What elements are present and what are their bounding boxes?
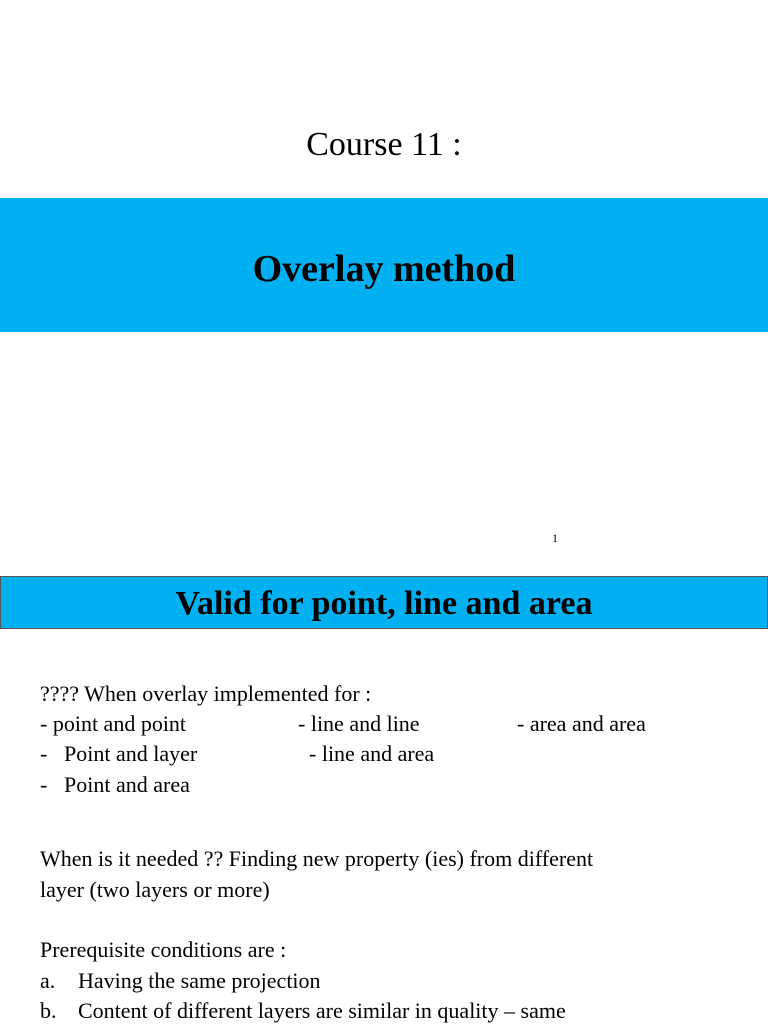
prereq-marker-a: a. <box>40 968 56 993</box>
row3-bullet: - <box>40 772 48 797</box>
need-line-1: When is it needed ?? Finding new property (ies) from different <box>40 846 594 871</box>
slide-heading: Valid for point, line and area <box>175 585 593 622</box>
row1-col3: - area and area <box>517 711 646 736</box>
page-number: 1 <box>552 531 558 545</box>
row1-col2: - line and line <box>298 711 420 736</box>
prereq-marker-b: b. <box>40 998 57 1023</box>
row2-bullet: - <box>40 741 48 766</box>
need-line-2: layer (two layers or more) <box>40 877 270 902</box>
prereq-item-a: Having the same projection <box>78 968 321 993</box>
course-heading: Course 11 : <box>306 126 462 163</box>
intro-line: ???? When overlay implemented for : <box>40 681 372 706</box>
row3-col1: Point and area <box>64 772 190 797</box>
row2-col1: Point and layer <box>64 741 198 766</box>
prereq-heading: Prerequisite conditions are : <box>40 937 287 962</box>
prereq-item-b: Content of different layers are similar in quality – same <box>78 998 566 1023</box>
row2-col2: - line and area <box>309 741 435 766</box>
row1-col1: - point and point <box>40 711 187 736</box>
slide-title: Overlay method <box>252 248 516 290</box>
